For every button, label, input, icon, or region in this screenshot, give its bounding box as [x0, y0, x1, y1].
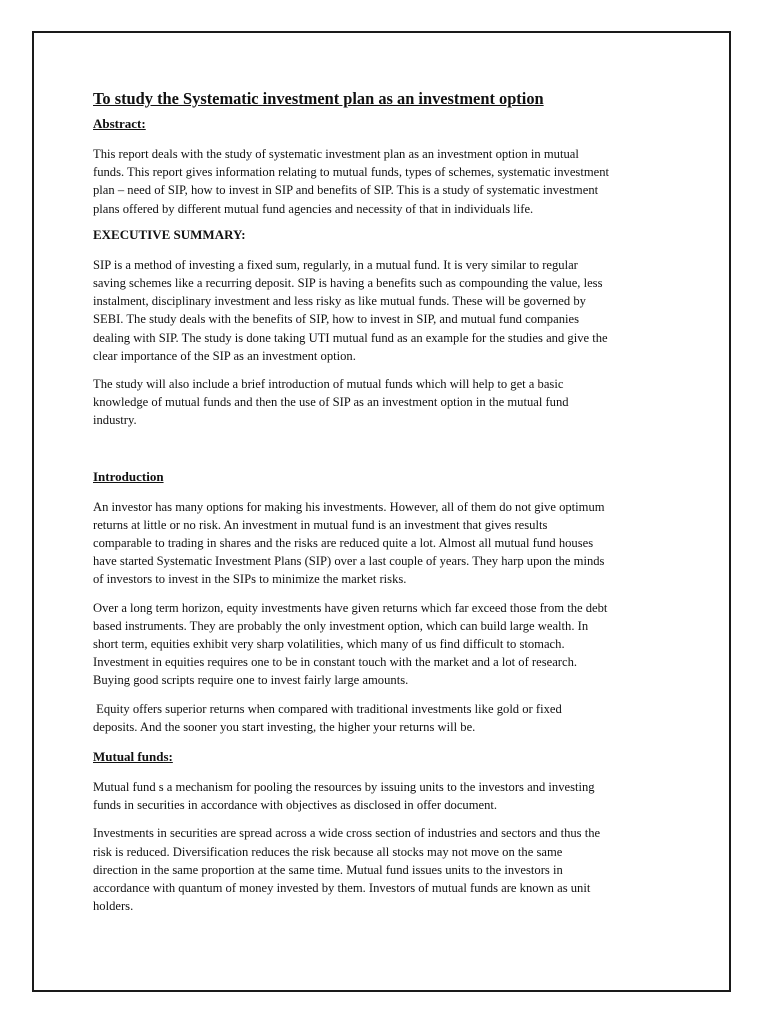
- paragraph-line: Investment in equities requires one to be in constant touch with the market and a lot of research.: [93, 655, 578, 670]
- paragraph-line: Over a long term horizon, equity investments have given returns which far exceed those from the debt: [93, 600, 608, 615]
- mutual-funds-heading: Mutual funds:: [93, 749, 173, 765]
- executive-summary-heading: EXECUTIVE SUMMARY:: [93, 226, 246, 242]
- paragraph-line: funds in securities in accordance with objectives as disclosed in offer document.: [93, 798, 498, 813]
- document-body: [93, 88, 683, 916]
- paragraph-line: instalment, disciplinary investment and less risky as like mutual funds. These will be governed by: [93, 294, 586, 309]
- abstract-paragraph: [93, 145, 683, 218]
- introduction-paragraph-3: [93, 700, 683, 736]
- mutual-funds-paragraph-1: [93, 778, 683, 814]
- paragraph-line: direction in the same proportion at the same time. Mutual fund issues units to the investors in: [93, 862, 563, 877]
- mutual-funds-paragraph-2: [93, 824, 683, 915]
- paragraph-line: Equity offers superior returns when compared with traditional investments like gold or fixed: [93, 701, 562, 716]
- paragraph-line: short term, equities exhibit very sharp volatilities, which many of us find difficult to stomach.: [93, 637, 565, 652]
- introduction-heading: Introduction: [93, 468, 164, 484]
- paragraph-line: knowledge of mutual funds and then the use of SIP as an investment option in the mutual fund: [93, 395, 569, 410]
- paragraph-line: The study will also include a brief introduction of mutual funds which will help to get a basic: [93, 377, 564, 392]
- paragraph-line: SIP is a method of investing a fixed sum, regularly, in a mutual fund. It is very similar to regular: [93, 257, 578, 272]
- paragraph-line: accordance with quantum of money invested by them. Investors of mutual funds are known as unit: [93, 881, 591, 896]
- paragraph-line: risk is reduced. Diversification reduces the risk because all stocks may not move on the same: [93, 844, 563, 859]
- paragraph-line: based instruments. They are probably the only investment option, which can build large wealth. In: [93, 618, 589, 633]
- paragraph-line: comparable to trading in shares and the risks are reduced quite a lot. Almost all mutual fund houses: [93, 536, 594, 551]
- paragraph-line: saving schemes like a recurring deposit. SIP is having a benefits such as compounding the value, less: [93, 276, 603, 291]
- paragraph-line: plans offered by different mutual fund agencies and necessity of that in individuals life.: [93, 201, 534, 216]
- paragraph-line: SEBI. The study deals with the benefits of SIP, how to invest in SIP, and mutual fund companies: [93, 312, 579, 327]
- paragraph-line: clear importance of the SIP as an investment option.: [93, 348, 356, 363]
- paragraph-line: holders.: [93, 899, 134, 914]
- paragraph-line: dealing with SIP. The study is done taking UTI mutual fund as an example for the studies and give the: [93, 330, 608, 345]
- paragraph-line: funds. This report gives information relating to mutual funds, types of schemes, systematic investment: [93, 165, 610, 180]
- paragraph-line: deposits. And the sooner you start investing, the higher your returns will be.: [93, 719, 476, 734]
- paragraph-line: have started Systematic Investment Plans (SIP) over a last couple of years. They harp upon the minds: [93, 554, 605, 569]
- introduction-paragraph-1: [93, 498, 683, 589]
- paragraph-line: Mutual fund s a mechanism for pooling the resources by issuing units to the investors and investing: [93, 780, 595, 795]
- paragraph-line: Buying good scripts require one to invest fairly large amounts.: [93, 673, 409, 688]
- document-title: To study the Systematic investment plan as an investment option: [93, 89, 544, 108]
- paragraph-line: An investor has many options for making his investments. However, all of them do not give optimum: [93, 499, 605, 514]
- paragraph-line: plan – need of SIP, how to invest in SIP and benefits of SIP. This is a study of systematic investment: [93, 183, 599, 198]
- introduction-paragraph-2: [93, 599, 683, 690]
- paragraph-line: This report deals with the study of systematic investment plan as an investment option in mutual: [93, 147, 579, 161]
- abstract-heading: Abstract:: [93, 116, 146, 131]
- paragraph-line: returns at little or no risk. An investment in mutual fund is an investment that gives results: [93, 517, 548, 532]
- executive-summary-paragraph-1: [93, 256, 683, 365]
- executive-summary-paragraph-2: [93, 375, 683, 430]
- paragraph-line: of investors to invest in the SIPs to minimize the market risks.: [93, 572, 407, 587]
- paragraph-line: Investments in securities are spread across a wide cross section of industries and sectors and thus the: [93, 826, 601, 841]
- paragraph-line: industry.: [93, 413, 137, 428]
